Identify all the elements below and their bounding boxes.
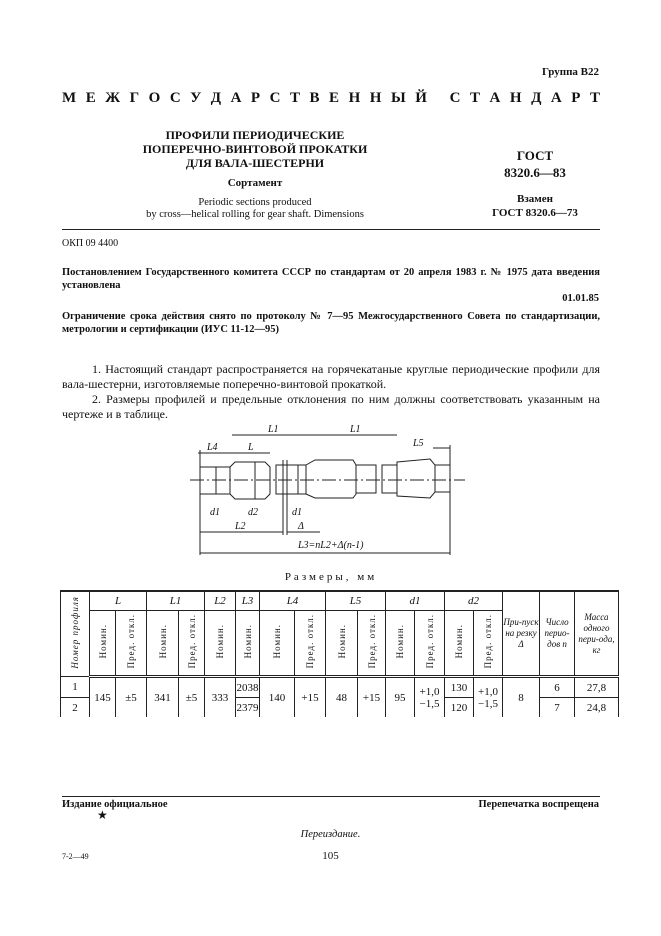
header-dev: Пред. откл. <box>295 611 326 677</box>
cell-L5: 48 <box>326 677 358 718</box>
header-L3: L3 <box>236 591 260 611</box>
cell-mass: 24,8 <box>575 698 619 718</box>
header-letter: Е <box>85 90 96 106</box>
header-letter: Й <box>415 90 427 106</box>
title-line: ПРОФИЛИ ПЕРИОДИЧЕСКИЕ <box>165 128 345 142</box>
divider <box>62 229 600 230</box>
header-nom: Номин. <box>386 611 415 677</box>
cell-L4-dev: +15 <box>295 677 326 718</box>
header-nom: Номин. <box>260 611 295 677</box>
label-L2: L2 <box>235 521 246 532</box>
paragraph-1: 1. Настоящий стандарт распространяется на горячекатаные круглые периодические профили для вала-шестерни, изготовляемые поперечно-винтовой прокаткой. <box>62 362 600 391</box>
cell-no: 1 <box>61 677 90 698</box>
header-L5: L5 <box>326 591 386 611</box>
header-d2: d2 <box>445 591 503 611</box>
header-letter: О <box>148 90 161 106</box>
intro-date: 01.01.85 <box>562 293 599 304</box>
header-dev: Пред. откл. <box>116 611 147 677</box>
print-code: 7-2—49 <box>62 852 89 861</box>
gost-code: 8320.6—83 <box>504 165 566 180</box>
header-L4: L4 <box>260 591 326 611</box>
english-title <box>110 197 400 221</box>
page-number: 105 <box>322 850 339 862</box>
cell-L: 145 <box>90 677 116 718</box>
header-nom: Номин. <box>326 611 358 677</box>
table-row <box>61 677 619 698</box>
cell-d1-dev: +1,0 −1,5 <box>415 677 445 718</box>
header-letter: С <box>449 90 461 106</box>
cell-L2: 333 <box>205 677 236 718</box>
header-L1: L1 <box>147 591 205 611</box>
header-letter: Н <box>369 90 382 106</box>
sizes-caption: Размеры, мм <box>284 571 378 583</box>
title-line: ДЛЯ ВАЛА-ШЕСТЕРНИ <box>185 156 325 170</box>
header-letter: У <box>190 90 202 106</box>
cell-L1: 341 <box>147 677 179 718</box>
header-d1: d1 <box>386 591 445 611</box>
header-letter: Т <box>289 90 300 106</box>
official-edition: Издание официальное <box>62 799 168 810</box>
header-letter: В <box>309 90 320 106</box>
cell-L3: 2379 <box>236 698 260 718</box>
reprint-ban: Перепечатка воспрещена <box>478 799 599 810</box>
decree-text: Постановлением Государственного комитета СССР по стандартам от 20 апреля 1983 г. № 1975 дата введения установлена <box>62 267 600 291</box>
header-letter: А <box>489 90 501 106</box>
header-allowance: При-пуск на резку Δ <box>503 591 540 677</box>
header-letter: Д <box>210 90 222 106</box>
header-nom: Номин. <box>205 611 236 677</box>
label-L: L <box>248 442 254 453</box>
cell-d2: 120 <box>445 698 474 718</box>
cell-L3: 2038 <box>236 677 260 698</box>
shaft-segment <box>306 460 356 498</box>
replaces-label: Взамен <box>517 193 553 205</box>
header-letter: А <box>230 90 242 106</box>
paragraph-2: 2. Размеры профилей и предельные отклонения по ним должны соответствовать указанным на чертеже и в таблице. <box>62 392 600 421</box>
header-nom: Номин. <box>90 611 116 677</box>
label-L3-formula: L3=nL2+Δ(n-1) <box>298 540 364 551</box>
header-letter: А <box>550 90 562 106</box>
label-d2: d2 <box>248 507 258 518</box>
title-line: ПОПЕРЕЧНО-ВИНТОВОЙ ПРОКАТКИ <box>142 142 368 156</box>
document-title <box>110 128 400 170</box>
header-L: L <box>90 591 147 611</box>
shaft-segment <box>397 459 435 498</box>
header-letter: Т <box>470 90 481 106</box>
header-letter: Н <box>348 90 361 106</box>
label-L4: L4 <box>207 442 218 453</box>
header-nom: Номин. <box>236 611 260 677</box>
label-L5: L5 <box>413 438 424 449</box>
gost-label: ГОСТ <box>516 148 554 163</box>
cell-L4: 140 <box>260 677 295 718</box>
header-letter: М <box>62 90 77 106</box>
cell-d2: 130 <box>445 677 474 698</box>
header-dev: Пред. откл. <box>179 611 205 677</box>
okp-code: ОКП 09 4400 <box>62 238 119 249</box>
cell-L1-dev: ±5 <box>179 677 205 718</box>
shaft-segment <box>356 465 376 493</box>
cell-allowance: 8 <box>503 677 540 718</box>
header-letter: Е <box>329 90 340 106</box>
shaft-drawing <box>180 410 480 560</box>
cell-L-dev: ±5 <box>116 677 147 718</box>
header-letter: Р <box>250 90 261 106</box>
cell-d2-dev: +1,0 −1,5 <box>474 677 503 718</box>
dimensions-table <box>60 590 619 717</box>
label-delta: Δ <box>298 521 304 532</box>
header-nom: Номин. <box>147 611 179 677</box>
subtitle: Сортамент <box>227 177 283 189</box>
cell-mass: 27,8 <box>575 677 619 698</box>
header-letter: С <box>269 90 281 106</box>
shaft-segment <box>382 465 397 493</box>
header-mass: Масса одного пери-ода, кг <box>575 591 619 677</box>
header-letter: Г <box>129 90 140 106</box>
limitation-text: Ограничение срока действия снято по протоколу № 7—95 Межгосударственного Совета по стандартизации, метрологии и сертификации (ИУС 11-12—95) <box>62 311 600 335</box>
header-letter: Н <box>509 90 522 106</box>
label-L1: L1 <box>350 424 361 435</box>
header-nom: Номин. <box>445 611 474 677</box>
gost-number <box>460 147 610 181</box>
reissue-note: Переиздание. <box>300 829 361 840</box>
cell-no: 2 <box>61 698 90 718</box>
header-letter: С <box>169 90 181 106</box>
label-L1: L1 <box>268 424 279 435</box>
replaces <box>460 192 610 220</box>
header-dev: Пред. откл. <box>415 611 445 677</box>
header-dev: Пред. откл. <box>358 611 386 677</box>
header-dev: Пред. откл. <box>474 611 503 677</box>
header-L2: L2 <box>205 591 236 611</box>
star-icon: ★ <box>97 808 108 822</box>
header-letter: Р <box>571 90 581 106</box>
english-line: Periodic sections produced <box>198 197 312 208</box>
cell-L5-dev: +15 <box>358 677 386 718</box>
shaft-segment <box>435 465 450 492</box>
header-letter: Т <box>589 90 600 106</box>
standard-header <box>62 90 600 107</box>
cell-periods: 6 <box>540 677 575 698</box>
header-letter <box>436 90 440 107</box>
cell-periods: 7 <box>540 698 575 718</box>
replaces-code: ГОСТ 8320.6—73 <box>492 207 578 219</box>
header-letter: Д <box>531 90 542 106</box>
cell-d1: 95 <box>386 677 415 718</box>
header-periods: Число перио-дов n <box>540 591 575 677</box>
header-letter: Ж <box>105 90 121 106</box>
english-line: by cross—helical rolling for gear shaft. Dimensions <box>146 209 364 220</box>
header-letter: Ы <box>390 90 406 106</box>
divider <box>62 796 600 797</box>
label-d1: d1 <box>292 507 302 518</box>
header-profile-no: Номер профиля <box>61 591 90 677</box>
group-code: Группа В22 <box>541 66 599 78</box>
label-d1: d1 <box>210 507 220 518</box>
